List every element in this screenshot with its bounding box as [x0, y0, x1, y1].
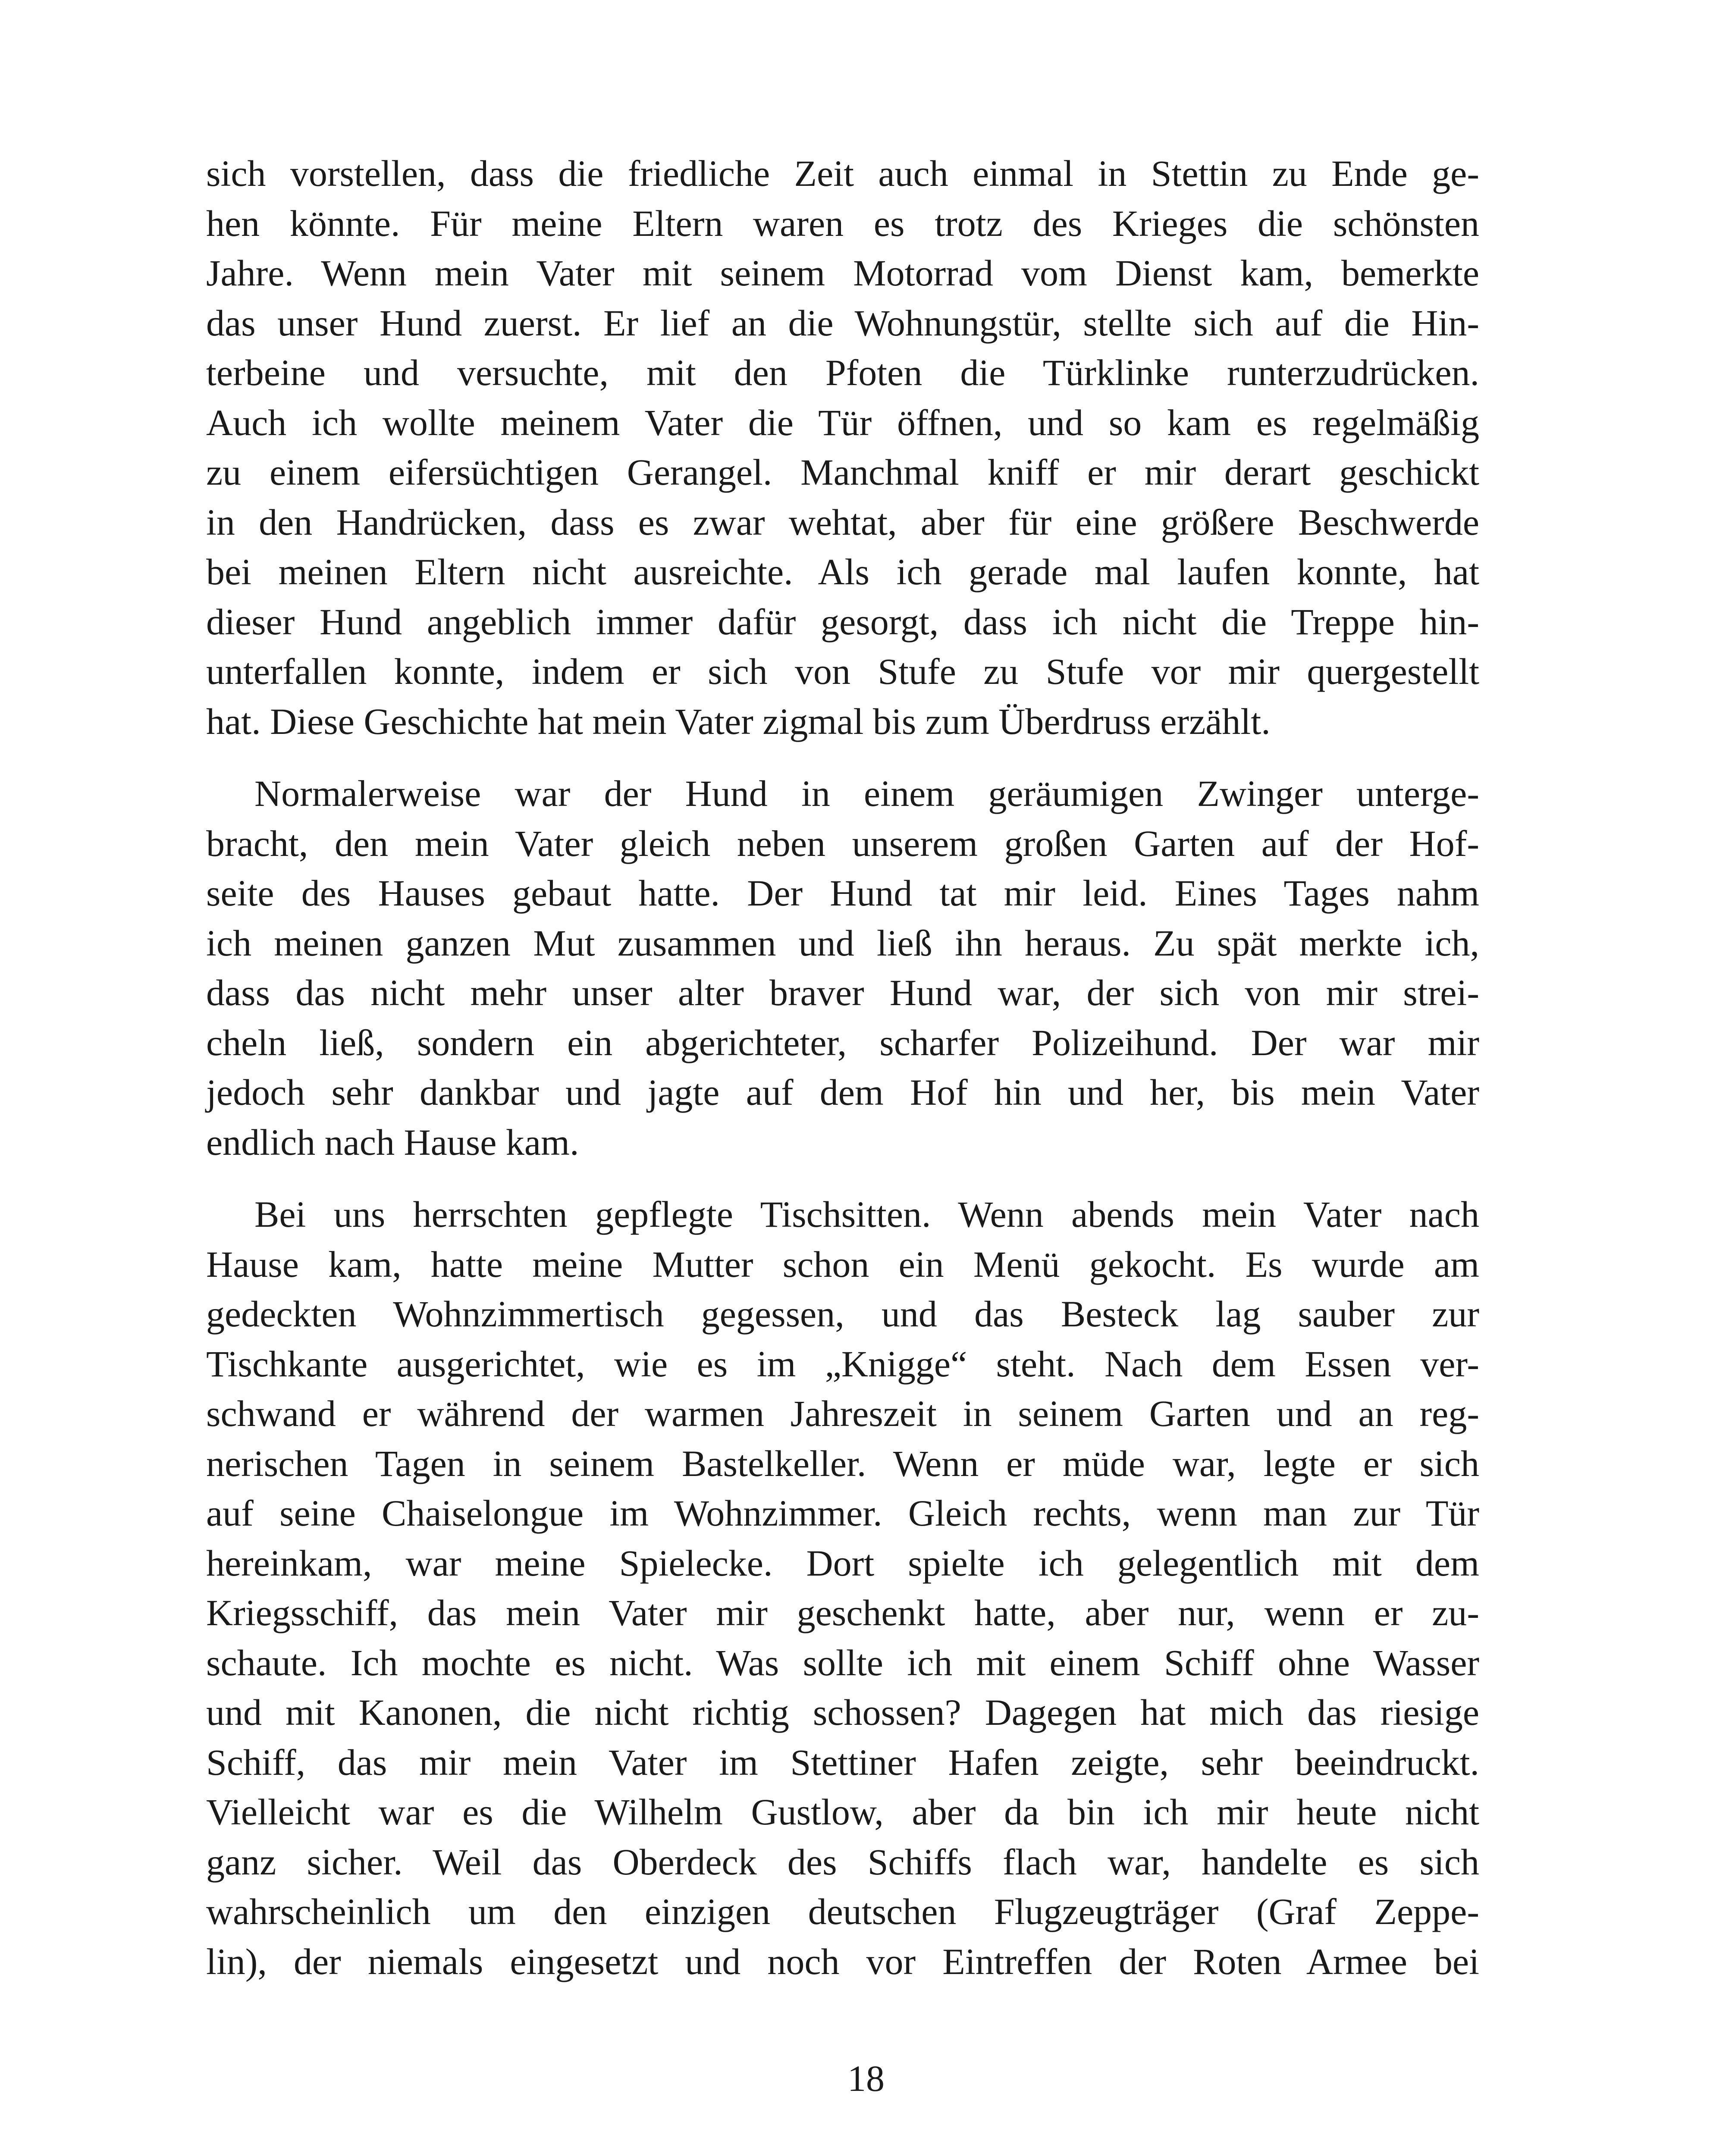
text-line: nerischen Tagen in seinem Bastelkeller. Wenn er müde war, legte er sich	[206, 1442, 1479, 1484]
text-line: ganz sicher. Weil das Oberdeck des Schiffs flach war, handelte es sich	[206, 1841, 1479, 1883]
text-line: jedoch sehr dankbar und jagte auf dem Hof hin und her, bis mein Vater	[206, 1072, 1479, 1113]
text-line: Auch ich wollte meinem Vater die Tür öffnen, und so kam es regelmäßig	[206, 401, 1479, 443]
body-text	[206, 149, 1479, 1987]
text-line: ich meinen ganzen Mut zusammen und ließ ihn heraus. Zu spät merkte ich,	[206, 922, 1479, 964]
text-line: bracht, den mein Vater gleich neben unserem großen Garten auf der Hof-	[206, 822, 1479, 864]
paragraph	[206, 1190, 1479, 1987]
text-line: wahrscheinlich um den einzigen deutschen Flugzeugträger (Graf Zeppe-	[206, 1891, 1479, 1932]
text-line: gedeckten Wohnzimmertisch gegessen, und das Besteck lag sauber zur	[206, 1293, 1479, 1335]
text-line: lin), der niemals eingesetzt und noch vor Eintreffen der Roten Armee bei	[206, 1940, 1479, 1982]
text-line: und mit Kanonen, die nicht richtig schossen? Dagegen hat mich das riesige	[206, 1692, 1479, 1733]
text-line: Bei uns herrschten gepflegte Tischsitten. Wenn abends mein Vater nach	[254, 1194, 1479, 1235]
text-line: bei meinen Eltern nicht ausreichte. Als ich gerade mal laufen konnte, hat	[206, 551, 1479, 592]
paragraph	[206, 769, 1479, 1167]
text-line: hereinkam, war meine Spielecke. Dort spielte ich gelegentlich mit dem	[206, 1542, 1479, 1584]
text-line: zu einem eifersüchtigen Gerangel. Manchmal kniff er mir derart geschickt	[206, 451, 1479, 493]
text-line: schaute. Ich mochte es nicht. Was sollte ich mit einem Schiff ohne Wasser	[206, 1642, 1479, 1683]
page-number: 18	[847, 2058, 885, 2099]
text-line: in den Handrücken, dass es zwar wehtat, aber für eine größere Beschwerde	[206, 501, 1479, 543]
text-line: seite des Hauses gebaut hatte. Der Hund tat mir leid. Eines Tages nahm	[206, 872, 1479, 914]
text-line: hat. Diese Geschichte hat mein Vater zigmal bis zum Überdruss erzählt.	[206, 700, 1271, 742]
text-line: terbeine und versuchte, mit den Pfoten die Türklinke runterzudrücken.	[206, 352, 1479, 393]
text-line: endlich nach Hause kam.	[206, 1121, 579, 1163]
text-line: Vielleicht war es die Wilhelm Gustlow, aber da bin ich mir heute nicht	[206, 1791, 1479, 1833]
text-line: Tischkante ausgerichtet, wie es im „Knigge“ steht. Nach dem Essen ver-	[206, 1343, 1479, 1385]
text-line: cheln ließ, sondern ein abgerichteter, scharfer Polizeihund. Der war mir	[206, 1022, 1479, 1063]
paragraph	[206, 149, 1479, 746]
text-line: sich vorstellen, dass die friedliche Zeit auch einmal in Stettin zu Ende ge-	[206, 153, 1479, 194]
text-line: unterfallen konnte, indem er sich von Stufe zu Stufe vor mir quergestellt	[206, 651, 1479, 692]
text-line: hen könnte. Für meine Eltern waren es trotz des Krieges die schönsten	[206, 202, 1479, 244]
text-line: das unser Hund zuerst. Er lief an die Wohnungstür, stellte sich auf die Hin-	[206, 302, 1479, 344]
text-line: auf seine Chaiselongue im Wohnzimmer. Gleich rechts, wenn man zur Tür	[206, 1492, 1479, 1534]
text-line: Normalerweise war der Hund in einem geräumigen Zwinger unterge-	[254, 773, 1479, 814]
text-line: Kriegsschiff, das mein Vater mir geschenkt hatte, aber nur, wenn er zu-	[206, 1592, 1479, 1633]
text-line: Schiff, das mir mein Vater im Stettiner Hafen zeigte, sehr beeindruckt.	[206, 1741, 1479, 1783]
text-line: dass das nicht mehr unser alter braver Hund war, der sich von mir strei-	[206, 972, 1479, 1013]
text-line: Hause kam, hatte meine Mutter schon ein Menü gekocht. Es wurde am	[206, 1243, 1479, 1285]
text-line: schwand er während der warmen Jahreszeit in seinem Garten und an reg-	[206, 1393, 1479, 1434]
text-line: dieser Hund angeblich immer dafür gesorgt, dass ich nicht die Treppe hin-	[206, 601, 1479, 642]
text-line: Jahre. Wenn mein Vater mit seinem Motorrad vom Dienst kam, bemerkte	[206, 252, 1479, 294]
